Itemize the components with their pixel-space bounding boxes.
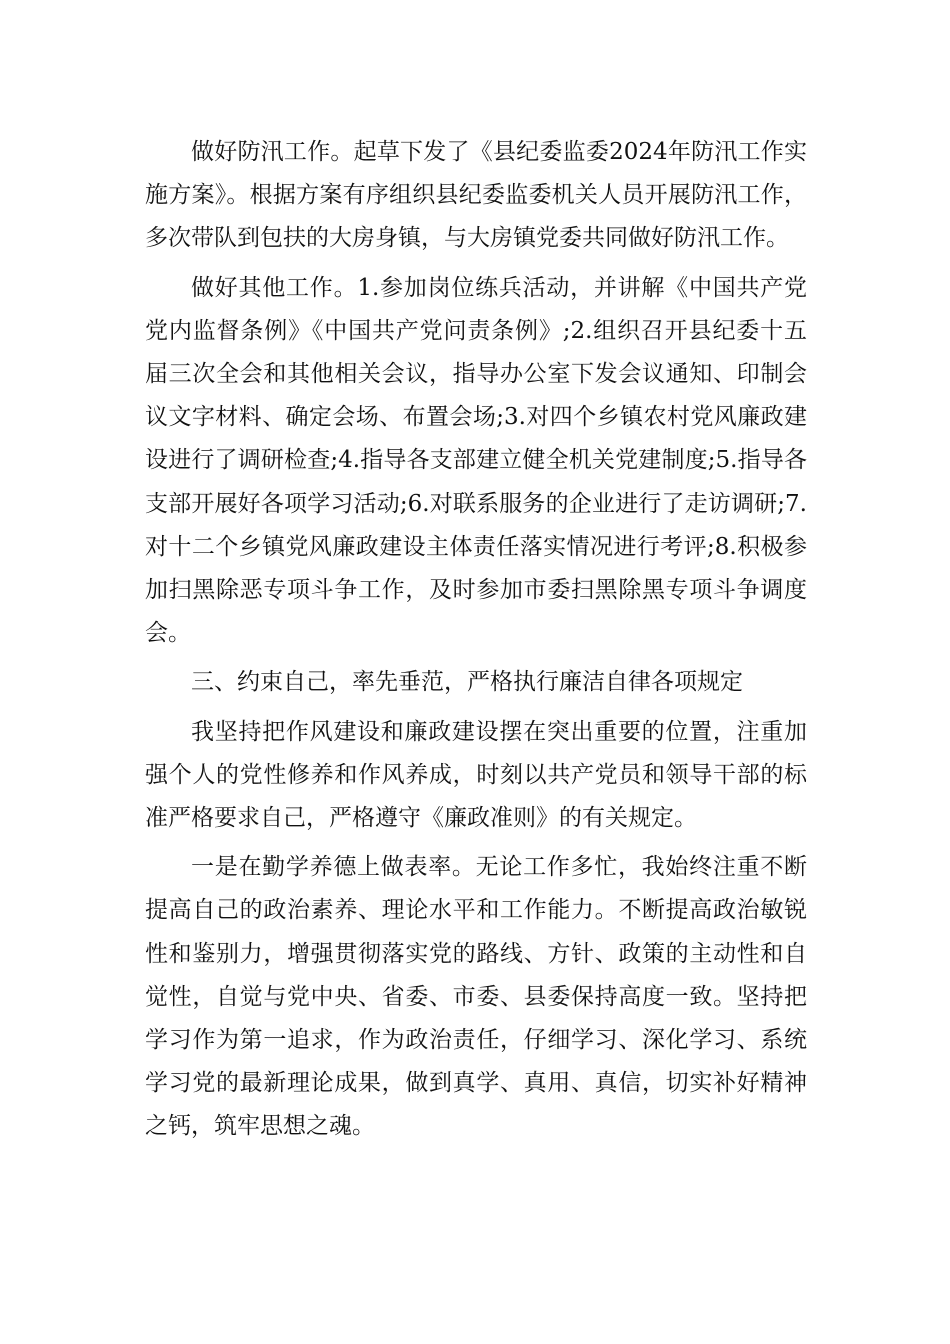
paragraph-diligent-study: 一是在勤学养德上做表率。无论工作多忙，我始终注重不断提高自己的政治素养、理论水平和工作能力。不断提高政治敏锐性和鉴别力，增强贯彻落实党的路线、方针、政策的主动性和自觉性，自觉与党中央、省委、市委、县委保持高度一致。坚持把学习作为第一追求，作为政治责任，仔细学习、深化学习、系统学习党的最新理论成果，做到真学、真用、真信，切实补好精神之钙，筑牢思想之魂。 bbox=[145, 854, 807, 1140]
document-body bbox=[145, 131, 807, 1155]
paragraph-flood-prevention: 做好防汛工作。起草下发了《县纪委监委2024年防汛工作实施方案》。根据方案有序组织县纪委监委机关人员开展防汛工作，多次带队到包扶的大房身镇，与大房镇党委共同做好防汛工作。 bbox=[145, 139, 807, 252]
paragraph-other-work: 做好其他工作。1.参加岗位练兵活动，并讲解《中国共产党党内监督条例》《中国共产党问责条例》;2.组织召开县纪委十五届三次全会和其他相关会议，指导办公室下发会议通知、印制会议文字材料、确定会场、布置会场;3.对四个乡镇农村党风廉政建设进行了调研检查;4.指导各支部建立健全机关党建制度;5.指导各支部开展好各项学习活动;6.对联系服务的企业进行了走访调研;7.对十二个乡镇党风廉政建设主体责任落实情况进行考评;8.积极参加扫黑除恶专项斗争工作，及时参加市委扫黑除黑专项斗争调度会。 bbox=[145, 274, 807, 647]
section-heading-self-discipline: 三、约束自己，率先垂范，严格执行廉洁自律各项规定 bbox=[191, 669, 743, 696]
paragraph-conduct-building: 我坚持把作风建设和廉政建设摆在突出重要的位置，注重加强个人的党性修养和作风养成，时刻以共产党员和领导干部的标准严格要求自己，严格遵守《廉政准则》的有关规定。 bbox=[145, 718, 807, 832]
